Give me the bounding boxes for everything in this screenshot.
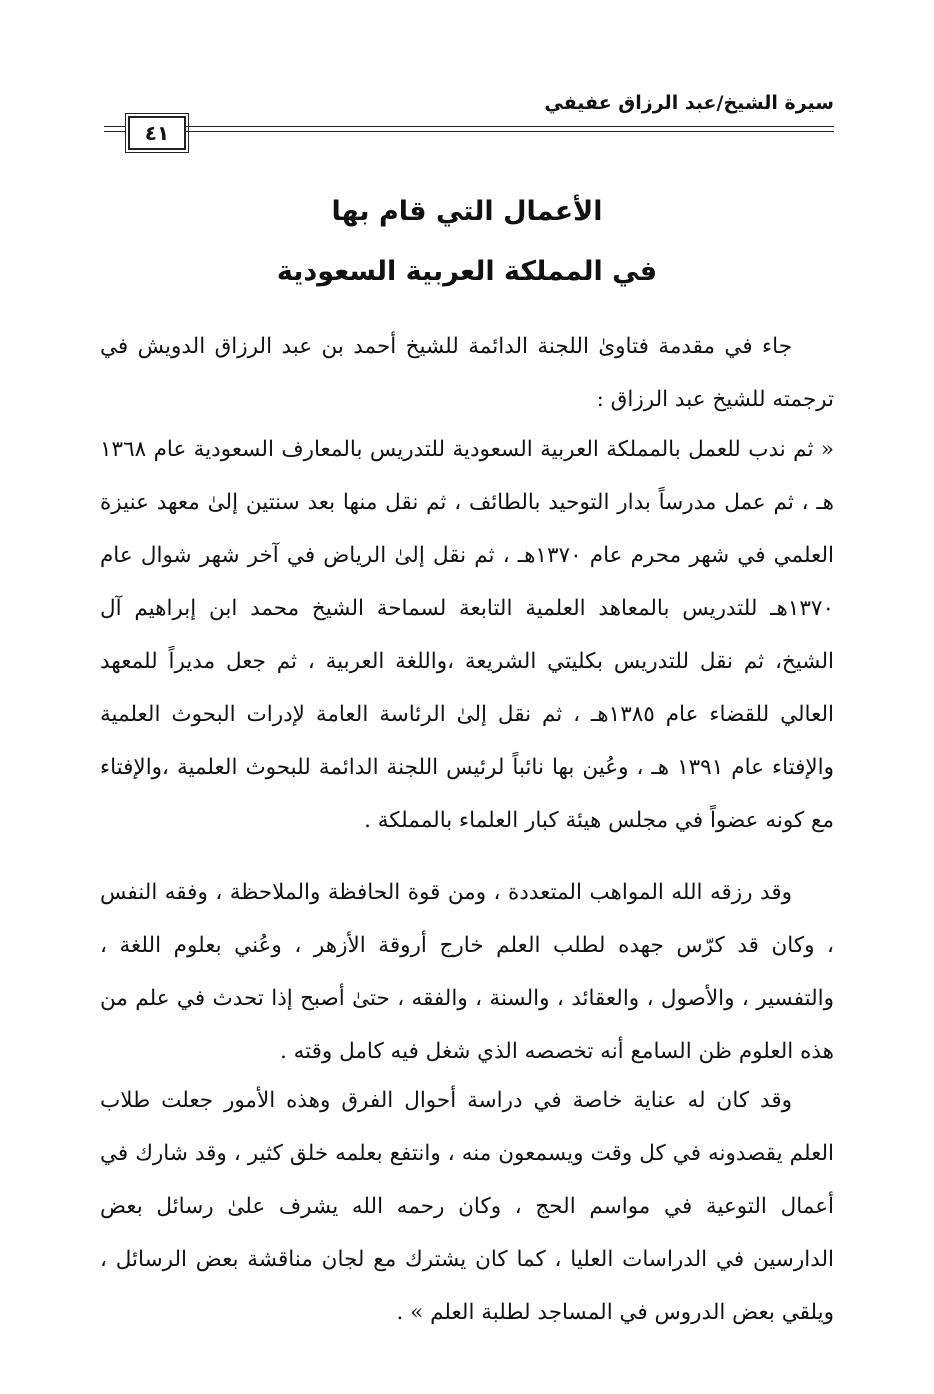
paragraph-text: وقد رزقه الله المواهب المتعددة ، ومن قوة الحافظة والملاحظة ، وفقه النفس ، وكان قد كرّس جهده لطلب العلم خارج أروقة الأزهر ، وعُني بعلوم اللغة ، والتفسير ، والأصول ، والعقائد ، والسنة ، والفقه ، حتىٰ أصبح إذا تحدث في علم من هذه العلوم ظن السامع أنه تخصصه الذي شغل فيه كامل وقته . <box>100 880 834 1064</box>
paragraph-quote <box>100 423 834 847</box>
running-header-title: سيرة الشيخ/عبد الرزاق عفيفي <box>544 92 834 114</box>
header-rule-left <box>104 126 128 132</box>
paragraph-activities <box>100 1074 834 1339</box>
paragraph-text: جاء في مقدمة فتاوىٰ اللجنة الدائمة للشيخ أحمد بن عبد الرزاق الدويش في ترجمته للشيخ عبد الرزاق : <box>100 334 834 412</box>
paragraph-text: وقد كان له عناية خاصة في دراسة أحوال الفرق وهذه الأمور جعلت طلاب العلم يقصدونه في كل وقت ويسمعون منه ، وانتفع بعلمه خلق كثير ، وقد شارك في أعمال التوعية في مواسم الحج ، وكان رحمه الله يشرف علىٰ رسائل بعض الدارسين في الدراسات العليا ، كما كان يشترك مع لجان مناقشة بعض الرسائل ، ويلقي بعض الدروس في المساجد لطلبة العلم » . <box>100 1088 834 1325</box>
paragraph-intro <box>100 320 834 426</box>
page-number: ٤١ <box>128 116 186 150</box>
paragraph-talents <box>100 866 834 1078</box>
section-title-line-2: في المملكة العربية السعودية <box>276 256 658 287</box>
paragraph-text: « ثم ندب للعمل بالمملكة العربية السعودية للتدريس بالمعارف السعودية عام ١٣٦٨ هـ ، ثم عمل مدرساً بدار التوحيد بالطائف ، ثم نقل منها بعد سنتين إلىٰ معهد عنيزة العلمي في شهر محرم عام ١٣٧٠هـ ، ثم نقل إلىٰ الرياض في آخر شهر شوال عام ١٣٧٠هـ للتدريس بالمعاهد العلمية التابعة لسماحة الشيخ محمد ابن إبراهيم آل الشيخ، ثم نقل للتدريس بكليتي الشريعة ،واللغة العربية ، ثم جعل مديراً للمعهد العالي للقضاء عام ١٣٨٥هـ ، ثم نقل إلىٰ الرئاسة العامة لإدرات البحوث العلمية والإفتاء عام ١٣٩١ هـ ، وعُين بها نائباً لرئيس اللجنة الدائمة للبحوث العلمية ،والإفتاء مع كونه عضواً في مجلس هيئة كبار العلماء بالمملكة . <box>100 437 835 833</box>
section-title-line-1: الأعمال التي قام بها <box>331 196 603 227</box>
header-rule <box>185 126 834 132</box>
